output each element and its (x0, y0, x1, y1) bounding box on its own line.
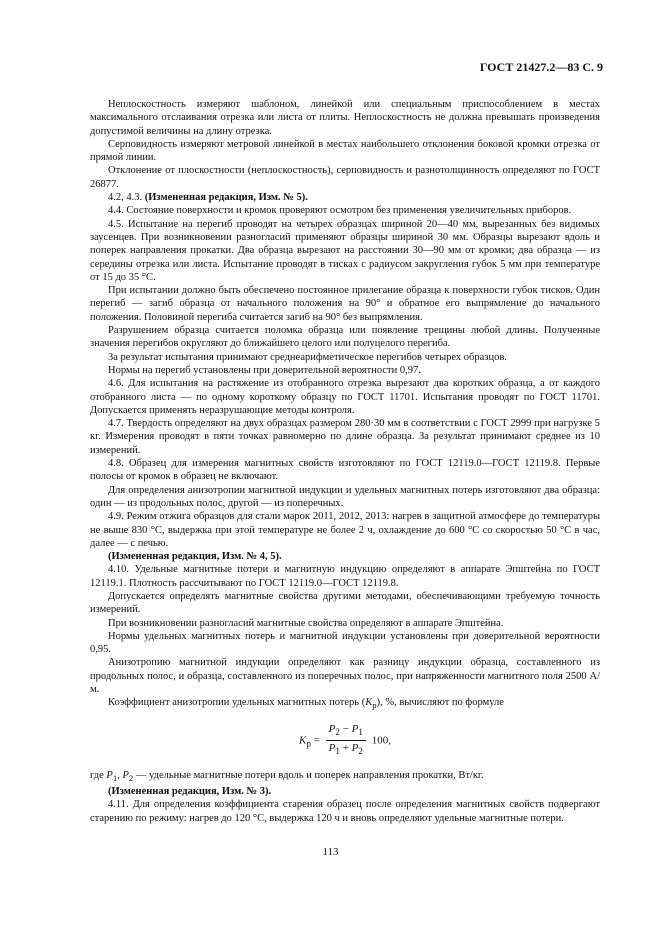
paragraph: Нормы удельных магнитных потерь и магнитной индукции установлены при доверительной вероятности 0,95. (90, 630, 600, 656)
clause-number: 4.2, 4.3. (108, 192, 145, 204)
paragraph: Отклонение от плоскостности (неплоскостность), серповидность и разнотолщинность определяют по ГОСТ 26877. (90, 165, 600, 190)
paragraph: 4.4. Состояние поверхности и кромок проверяют осмотром без применения увеличительных приборов. (108, 205, 572, 217)
paragraph: За результат испытания принимают среднеарифметическое перегибов четырех образцов. (108, 351, 507, 363)
anisotropy-formula: $K_р$ = $\frac{P_2 - P_1}{P_1 + P_2}$ 100, (90, 723, 600, 759)
document-body (90, 98, 600, 825)
formula-legend: где $P_1$, $P_2$ — удельные магнитные потери вдоль и поперек направления прокатки, Вт/кг. (90, 769, 484, 783)
paragraph: 4.10. Удельные магнитные потери и магнитную индукцию определяют в аппарате Эпштейна по ГОСТ 12119.1. Плотность рассчитывают по ГОСТ 12119.0—ГОСТ 12119.8. (90, 564, 600, 589)
formula-fraction (326, 723, 366, 759)
fraction-denominator: $P_1 + P_2$ (328, 742, 363, 757)
paragraph-4-2-4-3 (90, 191, 600, 204)
paragraph: При испытании должно быть обеспечено постоянное прилегание образца к поверхности губок тисков. Один перегиб — загиб образца от начального положения на 90° и обратное его выпрямление до начального положения. Половиной перегиба считается загиб на 90° без выпрямления. (90, 285, 600, 323)
paragraph: Допускается определять магнитные свойства другими методами, обеспечивающими требуемую точность измерений. (90, 590, 600, 616)
paragraph: 4.11. Для определения коэффициента старения образец после определения магнитных свойств подвергают старению по режиму: нагрев до 120 °С, выдержка 120 ч и вновь определяют удельные магнитные потери. (90, 799, 600, 824)
amendment-note: (Измененная редакция, Изм. № 4, 5). (108, 551, 282, 563)
paragraph: Разрушением образца считается поломка образца или появление трещины любой длины. Полученные значения перегибов округляют до ближайшего целого или полуцелого перегиба. (90, 325, 600, 350)
fraction-numerator: $P_2 - P_1$ (326, 723, 366, 741)
paragraph: При возникновении разногласий магнитные свойства определяют в аппарате Эпштейна. (108, 617, 504, 629)
paragraph: Серповидность измеряют метровой линейкой в местах наибольшего отклонения боковой кромки отрезка от прямой линии. (90, 138, 600, 164)
paragraph: 4.8. Образец для измерения магнитных свойств изготовляют по ГОСТ 12119.0—ГОСТ 12119.8. Первые полосы от кромок в образец не включают. (90, 458, 600, 483)
page-header: ГОСТ 21427.2—83 С. 9 (479, 60, 603, 74)
paragraph: 4.7. Твердость определяют на двух образцах размером 280·30 мм в соответствии с ГОСТ 2999 при нагрузке 5 кг. Измерения проводят в пяти точках равномерно по длине образца. За результат принимают среднее из 10 измерений. (90, 418, 600, 456)
coefficient-paragraph: Коэффициент анизотропии удельных магнитных потерь $(K_р)$, %, вычисляют по формуле (108, 697, 504, 711)
amendment-note: (Измененная редакция, Изм. № 3). (108, 786, 272, 798)
paragraph: 4.6. Для испытания на растяжение из отобранного отрезка вырезают два коротких образца, а от каждого отобранного листа — по одному короткому образцу по ГОСТ 11701. Испытания проводят по ГОСТ 11701. Допускается применять неразрушающие методы контроля. (90, 378, 600, 416)
page-number: 113 (322, 846, 339, 858)
paragraph: Для определения анизотропии магнитной индукции и удельных магнитных потерь изготовляют два образца: один — из продольных полос, другой — из поперечных. (90, 484, 600, 509)
paragraph: Нормы на перегиб установлены при доверительной вероятности 0,97. (108, 364, 421, 376)
amendment-note: (Измененная редакция, Изм. № 5). (144, 192, 308, 204)
paragraph: 4.5. Испытание на перегиб проводят на четырех образцах шириной 20—40 мм, вырезанных без видимых заусенцев. При возникновении разногласий применяют образцы шириной 30 мм. Образцы вырезают вдоль и поперек направления прокатки. Два образца вырезают на расстоянии 30—90 мм от кромки; два образца — из середины отрезка или листа. Испытание проводят в тисках с радиусом закругления губок 5 мм при температуре от 15 до 35 °С. (90, 218, 600, 283)
paragraph: 4.9. Режим отжига образцов для стали марок 2011, 2012, 2013: нагрев в защитной атмосфере до температуры не выше 830 °С, выдержка при этой температуре не более 2 ч, охлаждение до 600 °С со скоростью 50 °С в час, далее — с печью. (90, 511, 600, 549)
paragraph: Неплоскостность измеряют шаблоном, линейкой или специальным приспособлением в местах максимального отслаивания отрезка или листа от плиты. Неплоскостность не должна превышать произведения допустимой величины на длину отрезка. (90, 99, 600, 137)
paragraph: Анизотропию магнитной индукции определяют как разницу индукции образца, составленного из продольных полос, и образца, составленного из поперечных полос, при напряженности магнитного поля 2500 А/м. (90, 657, 600, 696)
